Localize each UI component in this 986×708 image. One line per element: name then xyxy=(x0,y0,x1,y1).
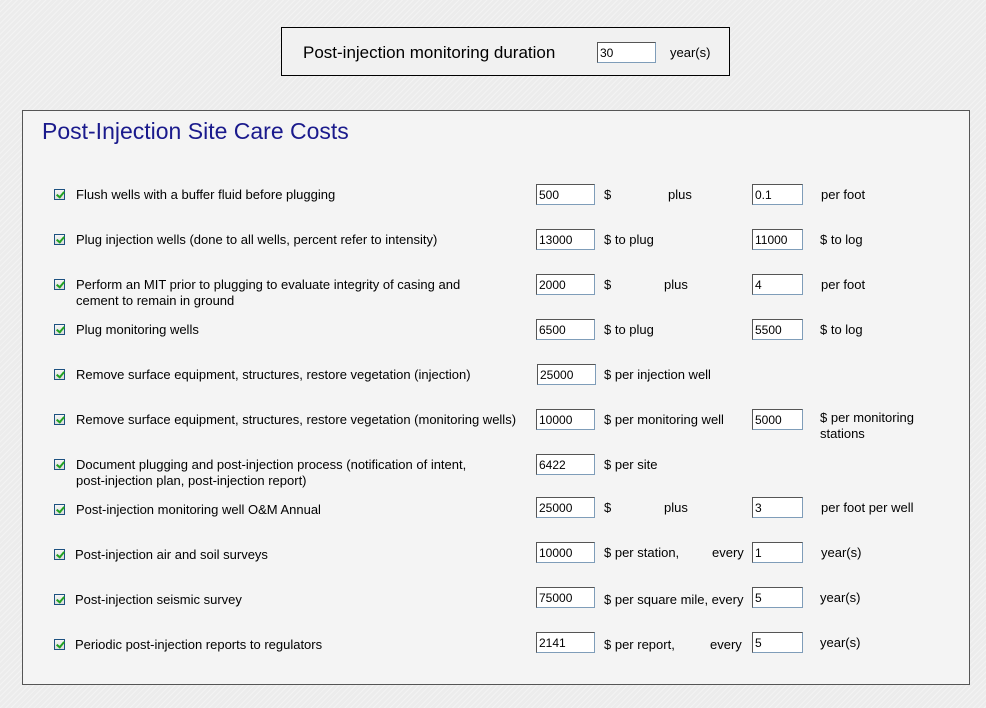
duration-group xyxy=(281,27,730,76)
row-0-extra-input[interactable] xyxy=(752,184,803,205)
row-9-checkbox[interactable] xyxy=(54,594,65,605)
row-10-interval-input[interactable] xyxy=(752,632,803,653)
row-3-cost-input[interactable] xyxy=(536,319,595,340)
row-10-unit1: $ per report, xyxy=(604,637,675,652)
row-7-plus: plus xyxy=(664,500,688,515)
row-5-extra-input[interactable] xyxy=(752,409,803,430)
row-6-label: Document plugging and post-injection process (notification of intent, post-injection plan, post-injection report) xyxy=(76,457,467,488)
row-4-cost-input[interactable] xyxy=(537,364,596,385)
row-5-label: Remove surface equipment, structures, restore vegetation (monitoring wells) xyxy=(76,412,517,427)
row-8-unit1: $ per station, xyxy=(604,545,680,560)
row-10-every: every xyxy=(710,637,742,652)
row-0-plus: plus xyxy=(668,187,692,202)
row-8-unit2: year(s) xyxy=(821,545,862,560)
row-0-checkbox[interactable] xyxy=(54,189,65,200)
row-2-unit1: $ xyxy=(604,277,612,292)
row-10-checkbox[interactable] xyxy=(54,639,65,650)
row-3-unit1: $ to plug xyxy=(604,322,654,337)
row-1-unit1: $ to plug xyxy=(604,232,654,247)
row-3-checkbox[interactable] xyxy=(54,324,65,335)
row-1-cost-input[interactable] xyxy=(536,229,595,250)
row-2-plus: plus xyxy=(664,277,688,292)
row-6-cost-input[interactable] xyxy=(536,454,595,475)
row-7-extra-input[interactable] xyxy=(752,497,803,518)
row-6-unit1: $ per site xyxy=(604,457,658,472)
row-10-unit2: year(s) xyxy=(820,635,861,650)
row-8-label: Post-injection air and soil surveys xyxy=(75,547,268,562)
duration-input[interactable] xyxy=(597,42,656,63)
row-3-extra-input[interactable] xyxy=(752,319,803,340)
row-6-checkbox[interactable] xyxy=(54,459,65,470)
row-9-label: Post-injection seismic survey xyxy=(75,592,242,607)
row-10-label: Periodic post-injection reports to regulators xyxy=(75,637,323,652)
row-2-unit2: per foot xyxy=(821,277,866,292)
row-9-interval-input[interactable] xyxy=(752,587,803,608)
row-7-unit2: per foot per well xyxy=(821,500,914,515)
row-2-cost-input[interactable] xyxy=(536,274,595,295)
row-9-unit1: $ per square mile, every xyxy=(604,592,744,607)
row-7-checkbox[interactable] xyxy=(54,504,65,515)
row-1-label: Plug injection wells (done to all wells, percent refer to intensity) xyxy=(76,232,438,247)
row-1-unit2: $ to log xyxy=(820,232,863,247)
row-10-cost-input[interactable] xyxy=(536,632,595,653)
row-8-interval-input[interactable] xyxy=(752,542,803,563)
duration-label: Post-injection monitoring duration xyxy=(303,43,556,62)
row-2-label: Perform an MIT prior to plugging to evaluate integrity of casing and cement to remain in ground xyxy=(76,277,461,308)
row-0-label: Flush wells with a buffer fluid before plugging xyxy=(76,187,336,202)
row-7-label: Post-injection monitoring well O&M Annual xyxy=(76,502,321,517)
row-1-checkbox[interactable] xyxy=(54,234,65,245)
row-5-checkbox[interactable] xyxy=(54,414,65,425)
row-7-cost-input[interactable] xyxy=(536,497,595,518)
row-8-every: every xyxy=(712,545,744,560)
row-0-unit1: $ xyxy=(604,187,612,202)
row-0-unit2: per foot xyxy=(821,187,866,202)
panel-title: Post-Injection Site Care Costs xyxy=(42,118,349,144)
row-4-label: Remove surface equipment, structures, restore vegetation (injection) xyxy=(76,367,471,382)
row-9-unit2: year(s) xyxy=(820,590,861,605)
row-3-unit2: $ to log xyxy=(820,322,863,337)
row-2-extra-input[interactable] xyxy=(752,274,803,295)
row-4-unit1: $ per injection well xyxy=(604,367,711,382)
row-4-checkbox[interactable] xyxy=(54,369,65,380)
row-3-label: Plug monitoring wells xyxy=(76,322,199,337)
row-1-extra-input[interactable] xyxy=(752,229,803,250)
row-2-checkbox[interactable] xyxy=(54,279,65,290)
row-5-unit2: $ per monitoring stations xyxy=(820,410,914,441)
row-5-cost-input[interactable] xyxy=(536,409,595,430)
row-8-checkbox[interactable] xyxy=(54,549,65,560)
row-7-unit1: $ xyxy=(604,500,612,515)
row-8-cost-input[interactable] xyxy=(536,542,595,563)
row-5-unit1: $ per monitoring well xyxy=(604,412,724,427)
row-0-cost-input[interactable] xyxy=(536,184,595,205)
row-9-cost-input[interactable] xyxy=(536,587,595,608)
duration-unit: year(s) xyxy=(670,45,711,60)
